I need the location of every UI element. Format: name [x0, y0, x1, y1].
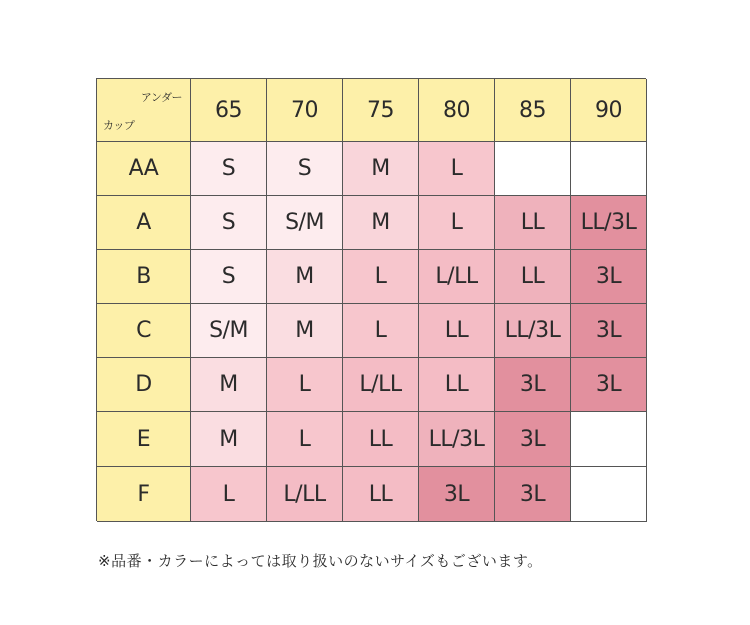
size-cell: L/LL — [343, 358, 419, 412]
size-cell: M — [343, 142, 419, 196]
cup-header-f: F — [97, 467, 191, 522]
size-cell: S — [191, 142, 267, 196]
size-cell: L — [419, 196, 495, 250]
size-cell: 3L — [495, 412, 571, 467]
size-cell: L — [267, 412, 343, 467]
size-cell: M — [191, 412, 267, 467]
size-cell: LL — [343, 412, 419, 467]
size-chart-table — [96, 78, 646, 521]
size-cell: L/LL — [267, 467, 343, 522]
underbust-header-70: 70 — [267, 79, 343, 142]
corner-header — [97, 79, 191, 142]
underbust-axis-label: アンダー — [140, 91, 182, 104]
underbust-header-90: 90 — [571, 79, 647, 142]
cup-header-b: B — [97, 250, 191, 304]
size-cell: 3L — [495, 467, 571, 522]
underbust-header-80: 80 — [419, 79, 495, 142]
size-cell — [571, 412, 647, 467]
size-cell: L — [343, 250, 419, 304]
size-cell: S — [191, 250, 267, 304]
cup-header-e: E — [97, 412, 191, 467]
size-cell: L — [267, 358, 343, 412]
size-cell — [571, 142, 647, 196]
size-cell: S/M — [267, 196, 343, 250]
size-cell: M — [267, 250, 343, 304]
size-cell: L — [191, 467, 267, 522]
cup-header-a: A — [97, 196, 191, 250]
underbust-header-85: 85 — [495, 79, 571, 142]
cup-axis-label: カップ — [103, 119, 135, 132]
size-cell: 3L — [571, 304, 647, 358]
size-cell: LL/3L — [571, 196, 647, 250]
size-cell: S — [191, 196, 267, 250]
size-cell: LL/3L — [495, 304, 571, 358]
underbust-header-75: 75 — [343, 79, 419, 142]
size-cell: LL — [495, 196, 571, 250]
size-cell: M — [267, 304, 343, 358]
cup-header-c: C — [97, 304, 191, 358]
size-cell: L — [419, 142, 495, 196]
size-cell: M — [191, 358, 267, 412]
size-cell — [495, 142, 571, 196]
size-cell: LL — [343, 467, 419, 522]
size-cell: S/M — [191, 304, 267, 358]
size-cell — [571, 467, 647, 522]
size-cell: S — [267, 142, 343, 196]
size-cell: L/LL — [419, 250, 495, 304]
availability-note: ※品番・カラーによっては取り扱いのないサイズもございます。 — [98, 552, 543, 570]
size-cell: LL — [419, 358, 495, 412]
size-cell: 3L — [419, 467, 495, 522]
cup-header-aa: AA — [97, 142, 191, 196]
size-cell: LL/3L — [419, 412, 495, 467]
size-cell: LL — [495, 250, 571, 304]
size-cell: L — [343, 304, 419, 358]
size-cell: 3L — [571, 358, 647, 412]
cup-header-d: D — [97, 358, 191, 412]
size-cell: 3L — [571, 250, 647, 304]
underbust-header-65: 65 — [191, 79, 267, 142]
size-cell: 3L — [495, 358, 571, 412]
size-cell: M — [343, 196, 419, 250]
size-cell: LL — [419, 304, 495, 358]
